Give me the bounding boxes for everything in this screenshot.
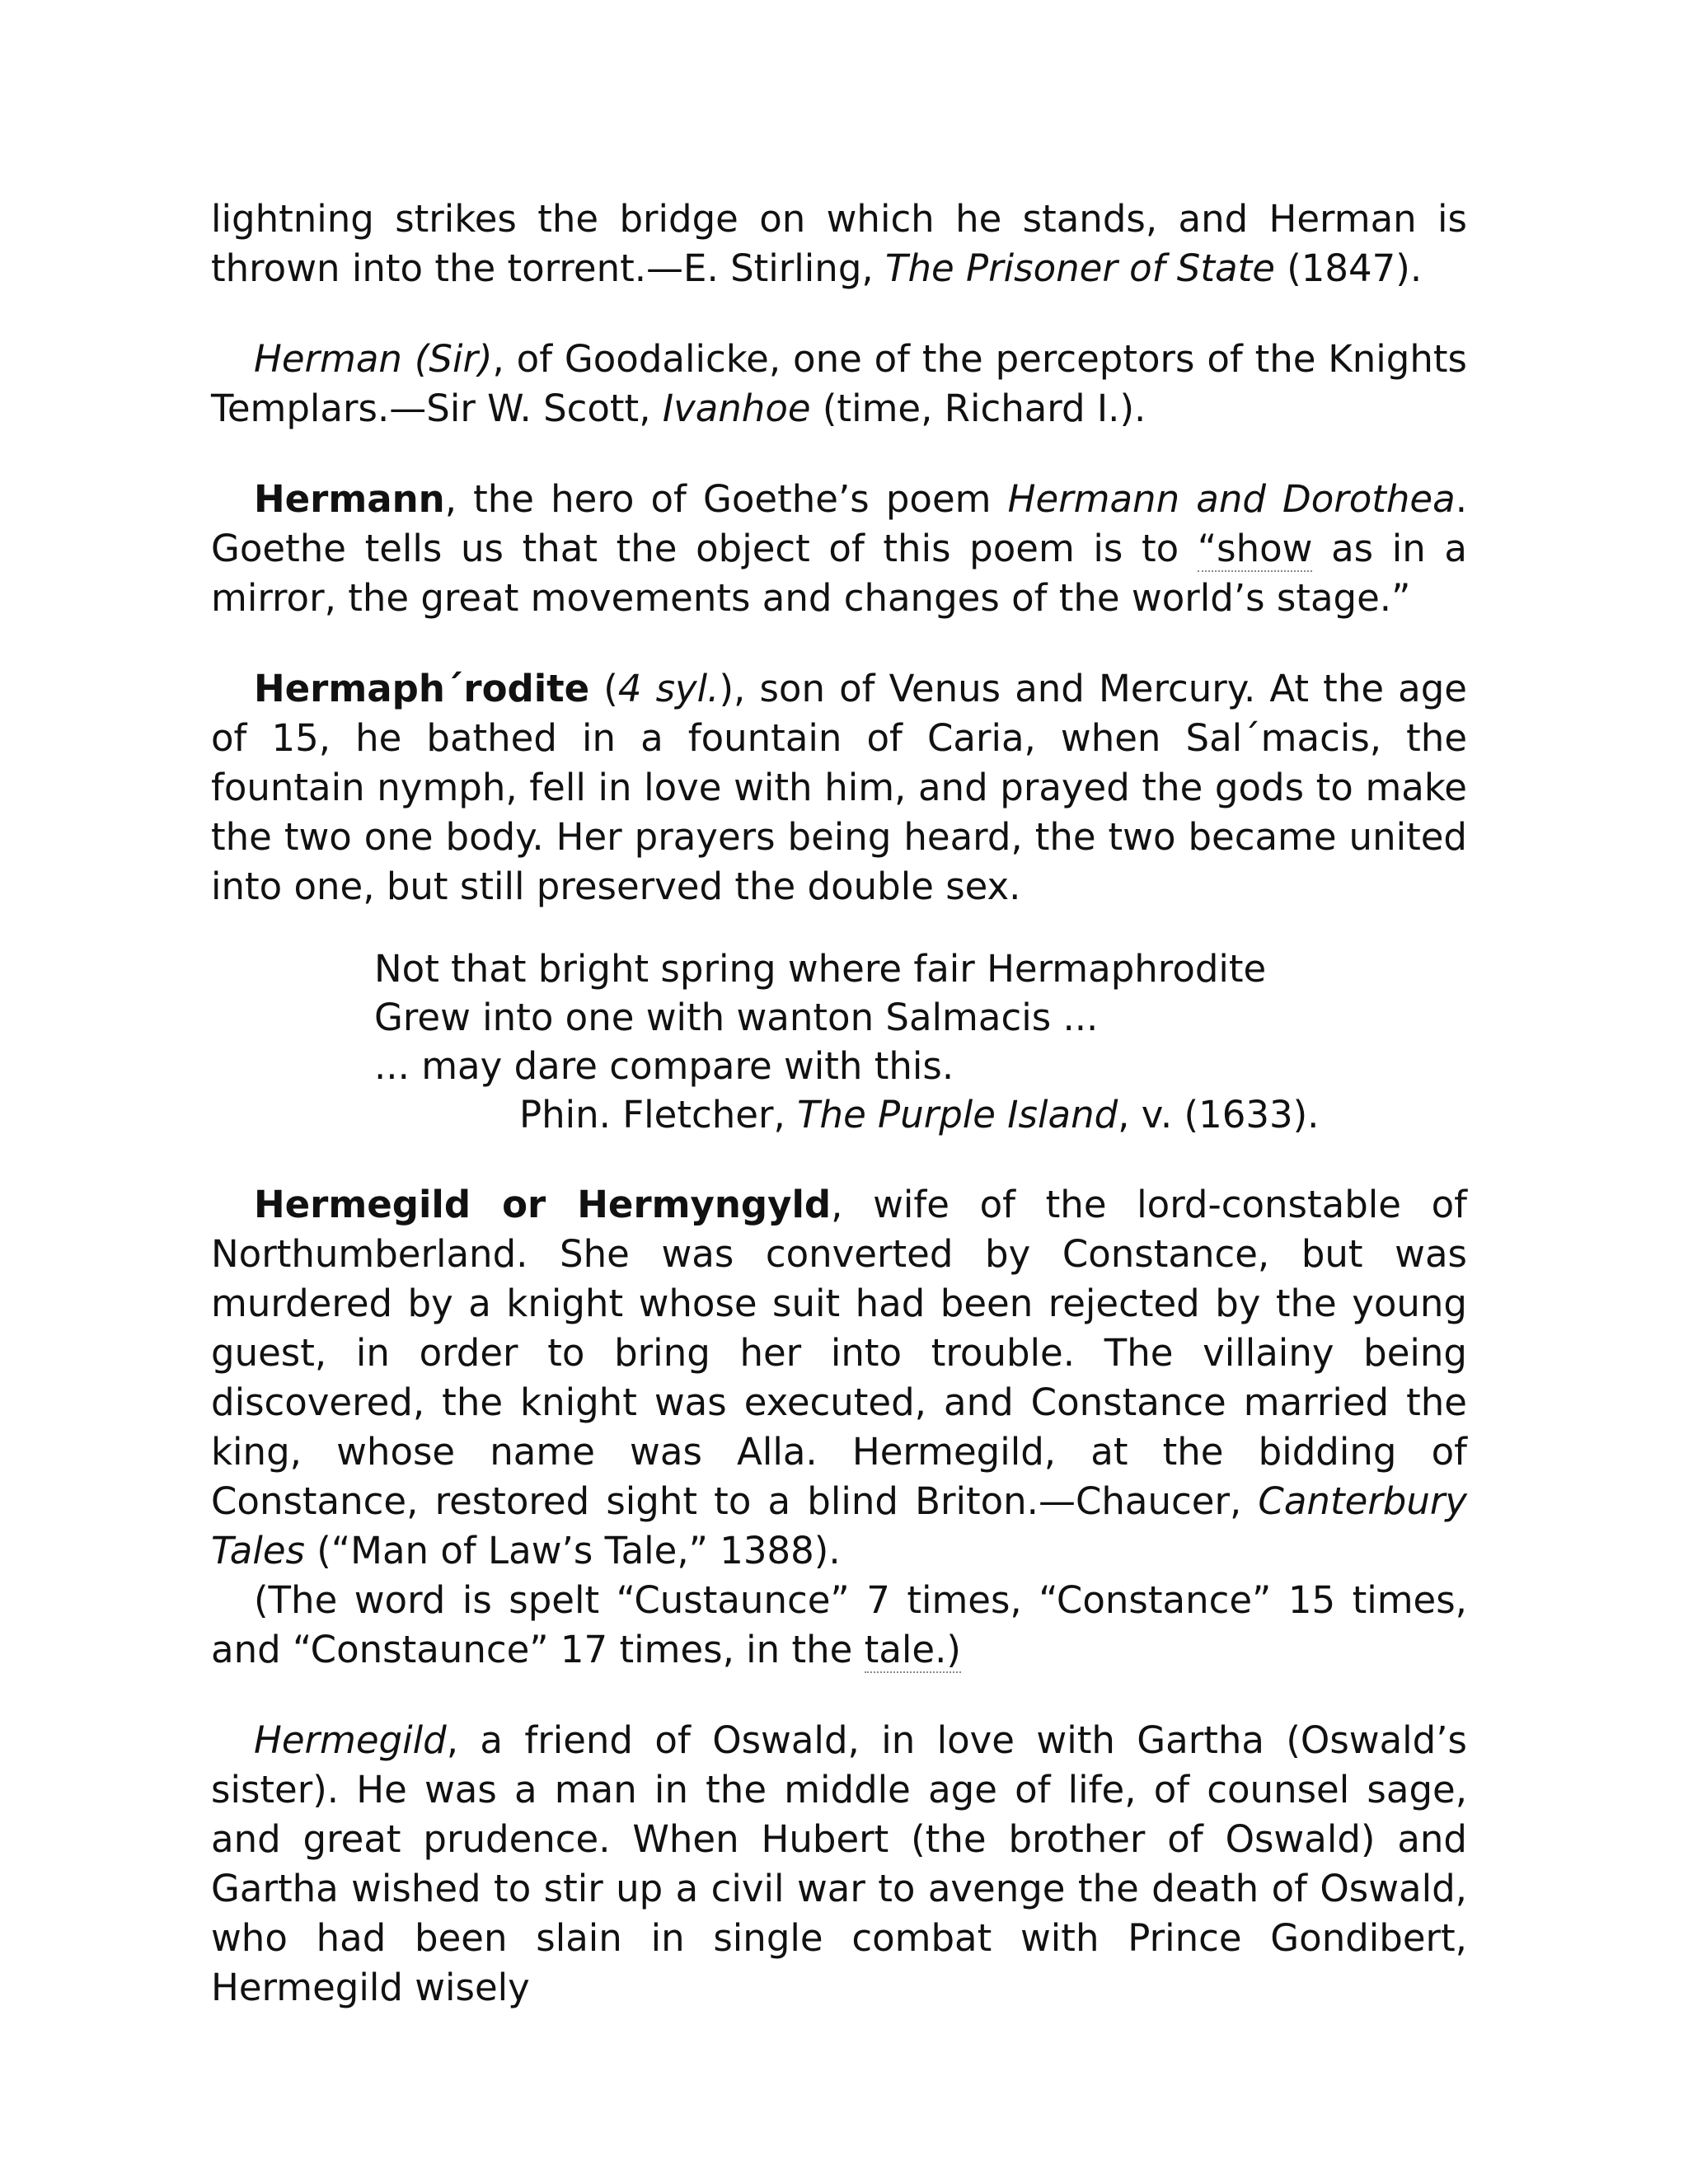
headword: Hermaph´rodite bbox=[254, 667, 590, 710]
work-title: Hermann and Dorothea bbox=[1007, 477, 1456, 521]
entry-hermegild-hermyngyld bbox=[211, 1180, 1467, 1576]
headword: Hermegild or Hermyngyld bbox=[254, 1183, 832, 1226]
entry-text: (The word is spelt “Custaunce” 7 times, “Constance” 15 times, and “Constaunce” 17 times, in the bbox=[211, 1578, 1467, 1671]
annotated-word-link[interactable]: tale.) bbox=[864, 1628, 961, 1671]
poem-quotation bbox=[374, 944, 1467, 1139]
headword: Herman (Sir) bbox=[254, 337, 493, 381]
entry-text: (“Man of Law’s Tale,” 1388). bbox=[304, 1529, 841, 1572]
headword: Hermegild bbox=[254, 1718, 447, 1762]
headword: Hermann bbox=[254, 477, 445, 521]
entry-hermegild bbox=[211, 1716, 1467, 2013]
entry-text: ), son of Venus and Mercury. At the age of 15, he bathed in a fountain of Caria, when Sal´macis, the fountain nymph, fell in love with him, and prayed the gods to make the two one body. Her prayers being heard, the two became united into one, but still preserved the double sex. bbox=[211, 667, 1467, 908]
entry-text: , of Goodalicke, one of the perceptors of the Knights Templars.—Sir W. Scott, bbox=[211, 337, 1467, 430]
page-content bbox=[211, 194, 1467, 2013]
entry-text: (1847). bbox=[1274, 246, 1423, 290]
poem-attribution bbox=[374, 1090, 1467, 1139]
work-title: The Purple Island bbox=[797, 1093, 1118, 1137]
entry-text: . Goethe tells us that the object of this poem is to bbox=[211, 477, 1467, 570]
attribution-rest: , v. (1633). bbox=[1118, 1093, 1320, 1137]
entry-note bbox=[211, 1576, 1467, 1675]
attribution-author: Phin. Fletcher, bbox=[519, 1093, 798, 1137]
syllable-note: 4 syl. bbox=[617, 667, 720, 710]
entry-hermaphrodite bbox=[211, 664, 1467, 912]
poem-line: Grew into one with wanton Salmacis ... bbox=[374, 996, 1099, 1039]
entry-text: as in a mirror, the great movements and changes of the world’s stage.” bbox=[211, 527, 1467, 620]
work-title: Ivanhoe bbox=[662, 387, 811, 430]
work-title: Canterbury Tales bbox=[211, 1479, 1467, 1572]
entry-text: ( bbox=[589, 667, 618, 710]
entry-herman-sir bbox=[211, 335, 1467, 434]
poem-line: Not that bright spring where fair Hermaphrodite bbox=[374, 947, 1267, 991]
poem-line: ... may dare compare with this. bbox=[374, 1044, 954, 1088]
entry-text: , wife of the lord-constable of Northumberland. She was converted by Constance, but was murdered by a knight whose suit had been rejected by the young guest, in order to bring her into trouble. The villainy being discovered, the knight was executed, and Constance married the king, whose name was Alla. Hermegild, at the bidding of Constance, restored sight to a blind Briton.—Chaucer, bbox=[211, 1183, 1468, 1523]
entry-text: , the hero of Goethe’s poem bbox=[444, 477, 1008, 521]
entry-hermann bbox=[211, 475, 1467, 623]
entry-herman-continuation bbox=[211, 194, 1467, 293]
entry-text: , a friend of Oswald, in love with Gartha (Oswald’s sister). He was a man in the middle age of life, of counsel sage, and great prudence. When Hubert (the brother of Oswald) and Gartha wished to stir up a civil war to avenge the death of Oswald, who had been slain in single combat with Prince Gondibert, Hermegild wisely bbox=[211, 1718, 1467, 2009]
entry-text: lightning strikes the bridge on which he stands, and Herman is thrown into the torrent.—E. Stirling, bbox=[211, 197, 1467, 290]
annotated-word-link[interactable]: “show bbox=[1197, 527, 1313, 570]
work-title: The Prisoner of State bbox=[885, 246, 1275, 290]
entry-text: (time, Richard I.). bbox=[810, 387, 1146, 430]
